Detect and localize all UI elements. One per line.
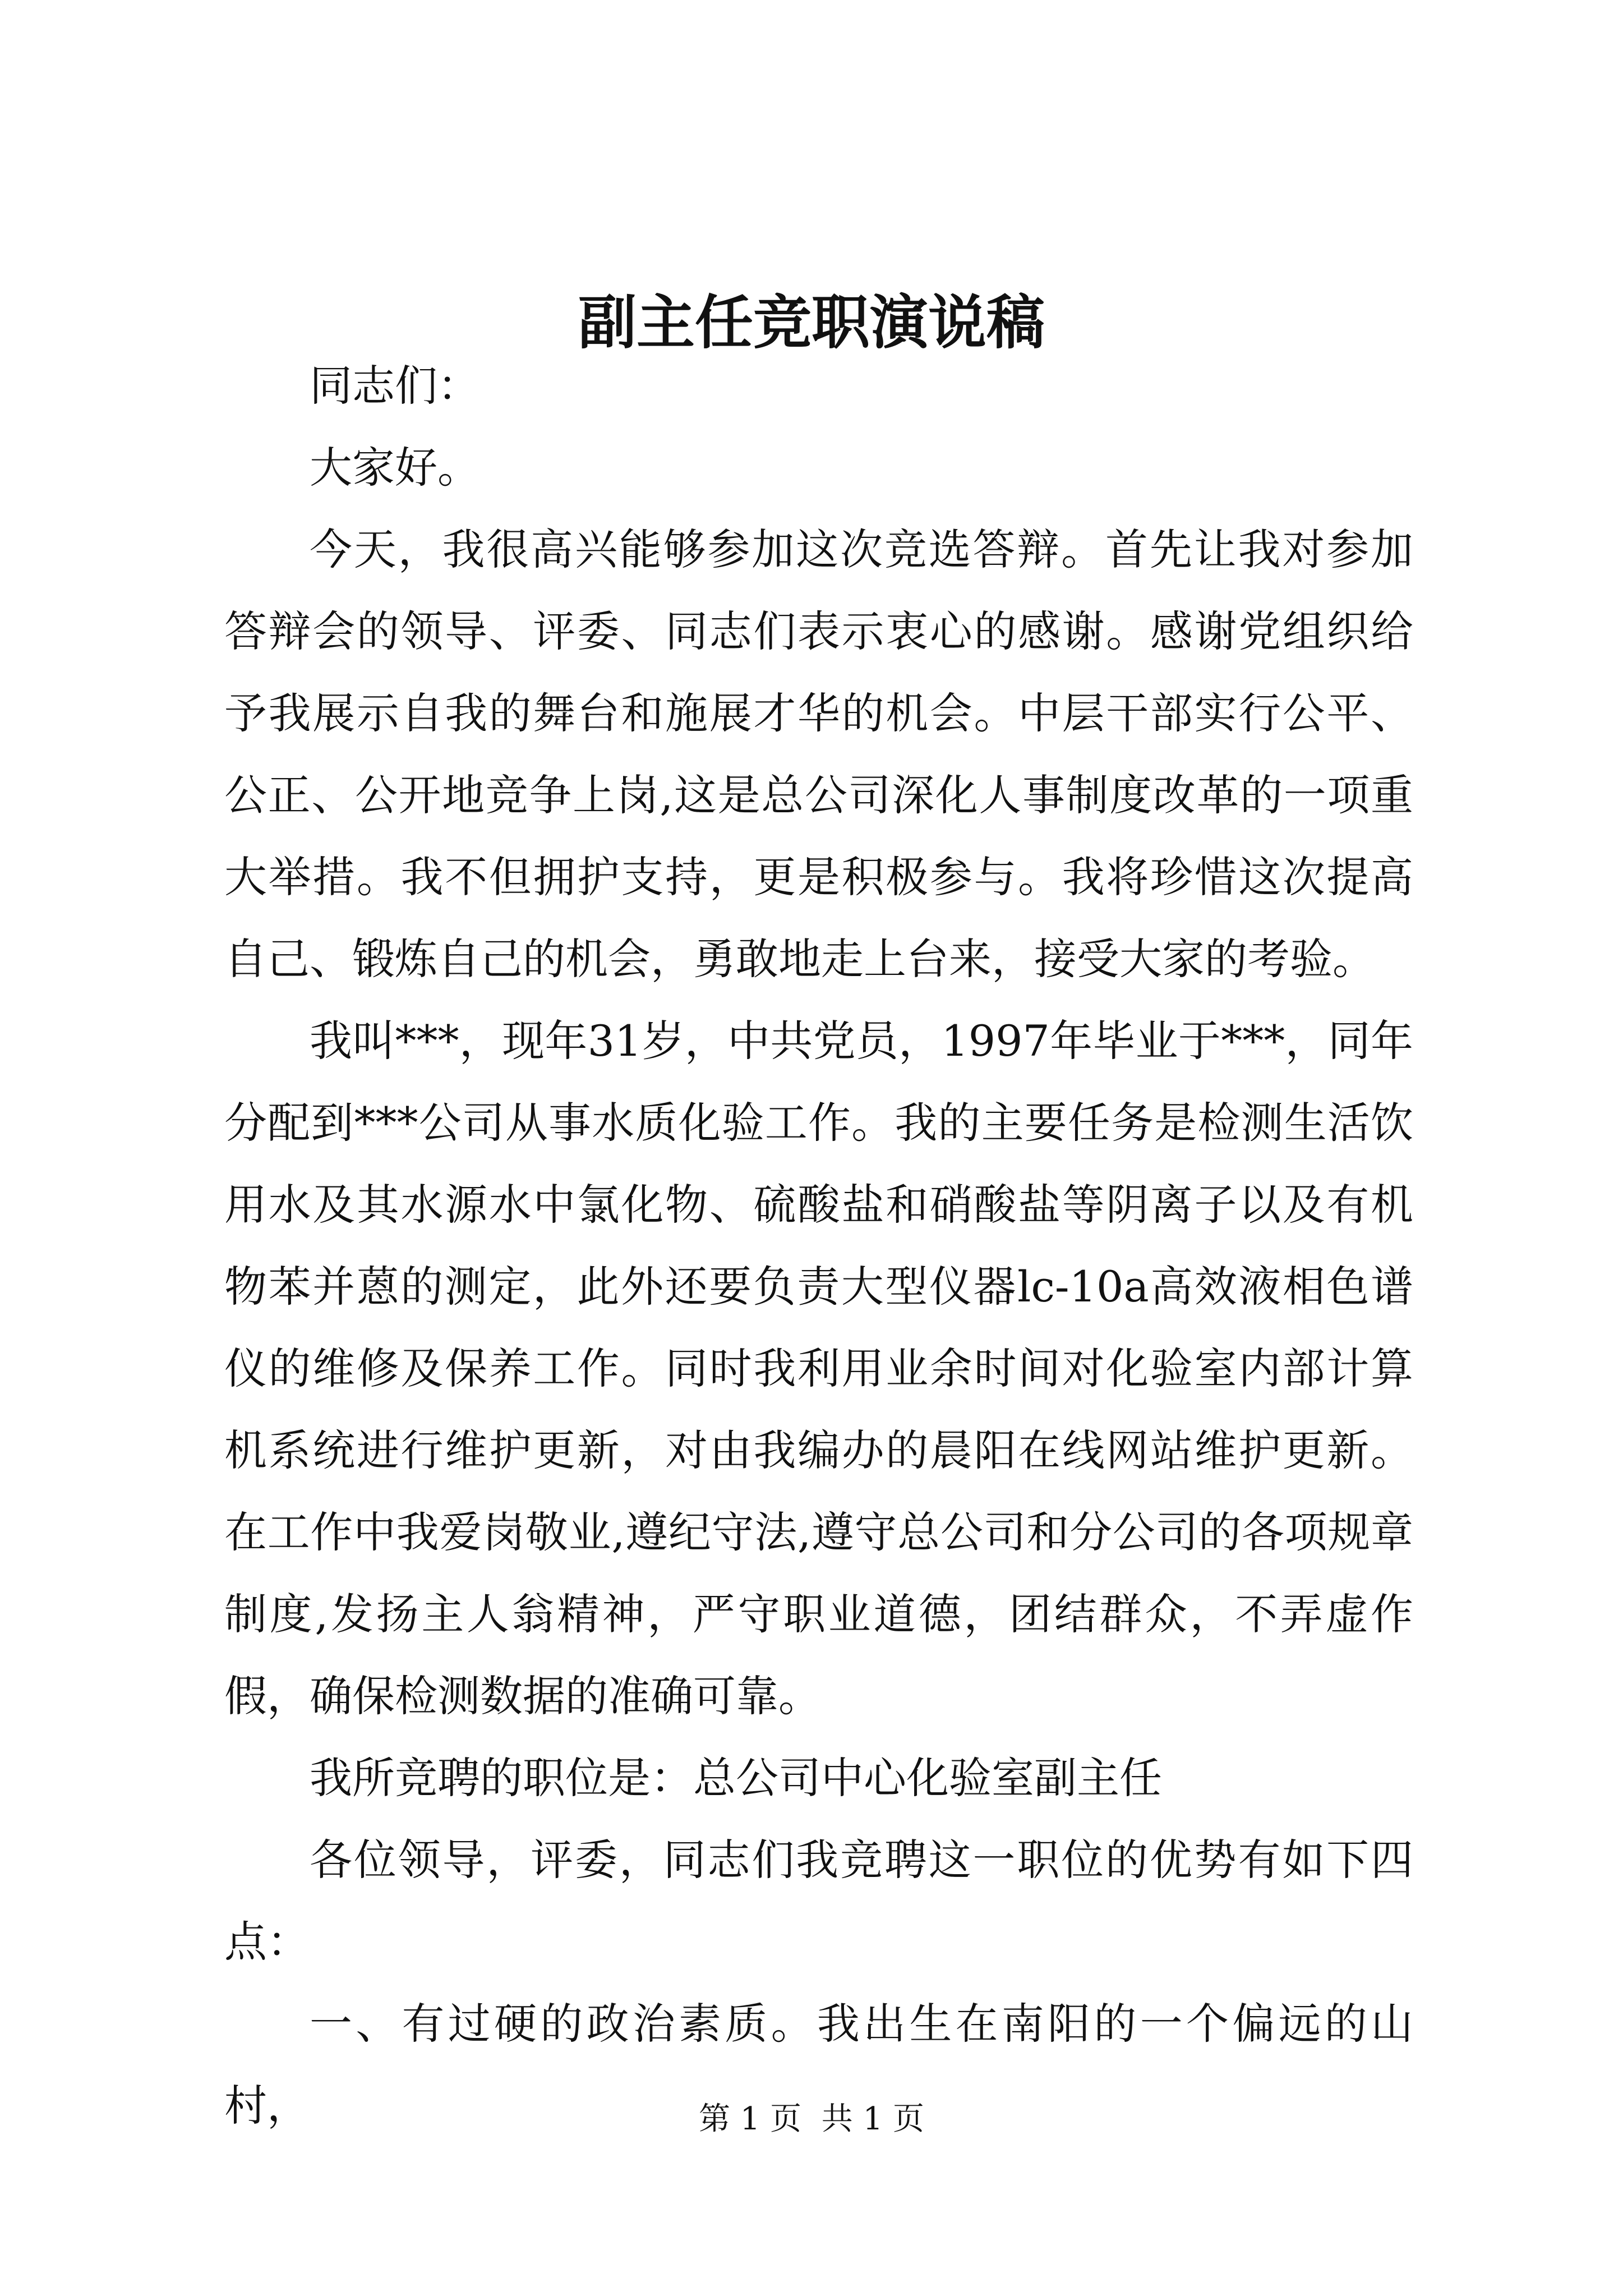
salutation: 同志们：: [310, 361, 480, 411]
paragraph-position: 我所竞聘的职位是：总公司中心化验室副主任: [310, 1753, 1162, 1803]
page-number: 第 1 页: [698, 2101, 802, 2137]
document-body: [224, 345, 1413, 2147]
page-footer: [0, 2097, 1623, 2142]
paragraph-advantages: 各位领导，评委，同志们我竞聘这一职位的优势有如下四点：: [224, 1835, 1413, 1967]
document-title: 副主任竞职演说稿: [578, 288, 1045, 357]
page-total: 共 1 页: [821, 2101, 925, 2137]
paragraph-intro: 今天，我很高兴能够参加这次竞选答辩。首先让我对参加答辩会的领导、评委、同志们表示衷心的感谢。感谢党组织给予我展示自我的舞台和施展才华的机会。中层干部实行公平、公正、公开地竞争上岗,这是总公司深化人事制度改革的一项重大举措。我不但拥护支持，更是积极参与。我将珍惜这次提高自己、锻炼自己的机会，勇敢地走上台来，接受大家的考验。: [224, 524, 1413, 984]
greeting: 大家好。: [310, 443, 480, 493]
paragraph-point-one: 一、有过硬的政治素质。我出生在南阳的一个偏远的山村，: [224, 1999, 1413, 2131]
paragraph-self-introduction: 我叫***，现年31岁，中共党员，1997年毕业于***，同年分配到***公司从事水质化验工作。我的主要任务是检测生活饮用水及其水源水中氯化物、硫酸盐和硝酸盐等阴离子以及有机物苯并蒽的测定，此外还要负责大型仪器lc-10a高效液相色谱仪的维修及保养工作。同时我利用业余时间对化验室内部计算机系统进行维护更新，对由我编办的晨阳在线网站维护更新。在工作中我爱岗敬业,遵纪守法,遵守总公司和分公司的各项规章制度,发扬主人翁精神，严守职业道德，团结群众，不弄虚作假，确保检测数据的准确可靠。: [224, 1016, 1413, 1721]
